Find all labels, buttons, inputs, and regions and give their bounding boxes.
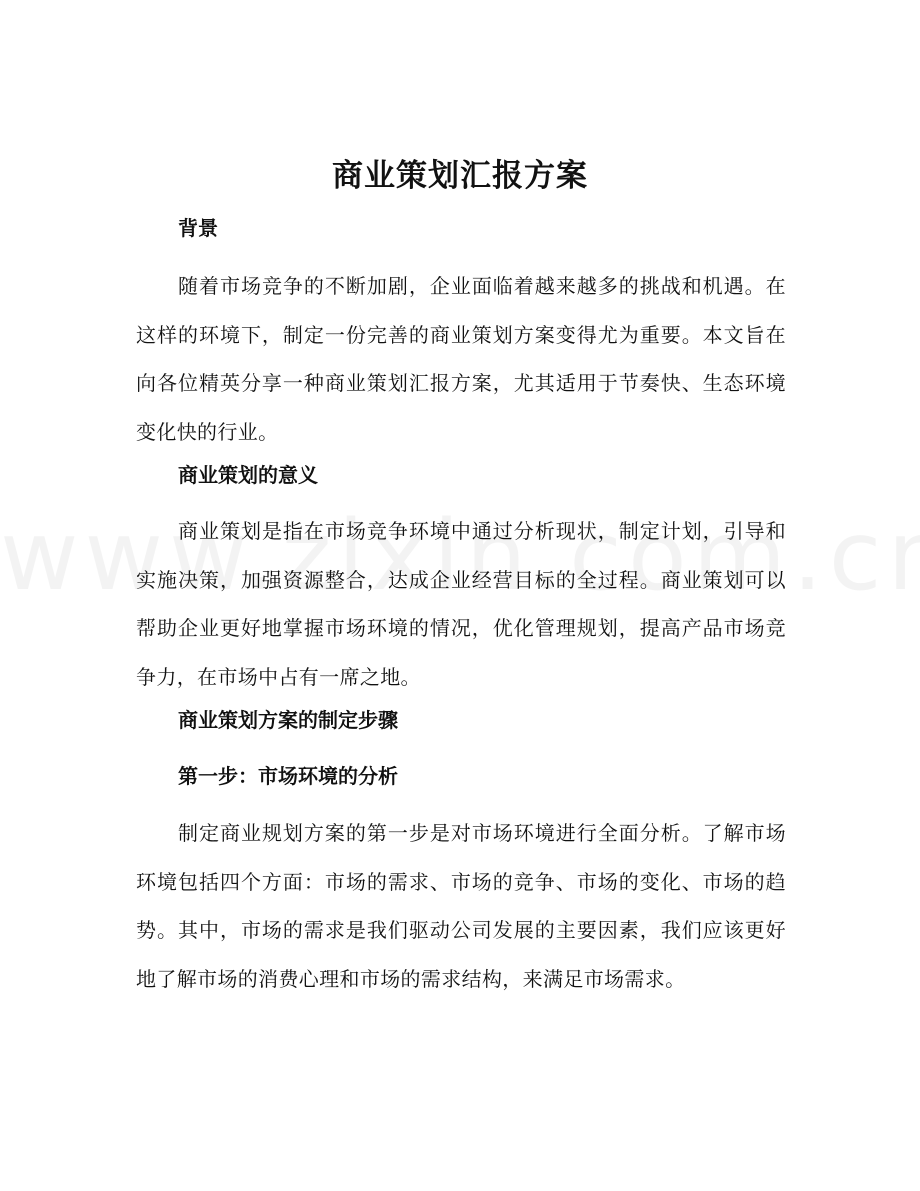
document-title: 商业策划汇报方案 [332, 158, 588, 194]
section-paragraph-background: 随着市场竞争的不断加剧，企业面临着越来越多的挑战和机遇。在这样的环境下，制定一份完善的商业策划方案变得尤为重要。本文旨在向各位精英分享一种商业策划汇报方案，尤其适用于节奏快、生态环境变化快的行业。 [136, 274, 786, 444]
section-paragraph-step-one: 制定商业规划方案的第一步是对市场环境进行全面分析。了解市场环境包括四个方面：市场的需求、市场的竞争、市场的变化、市场的趋势。其中，市场的需求是我们驱动公司发展的主要因素，我们应该更好地了解市场的消费心理和市场的需求结构，来满足市场需求。 [136, 821, 786, 991]
section-heading-step-one: 第一步：市场环境的分析 [178, 764, 398, 788]
section-heading-background: 背景 [178, 216, 218, 240]
section-paragraph-significance: 商业策划是指在市场竞争环境中通过分析现状，制定计划，引导和实施决策，加强资源整合，达成企业经营目标的全过程。商业策划可以帮助企业更好地掌握市场环境的情况，优化管理规划，提高产品市场竞争力，在市场中占有一席之地。 [136, 519, 786, 689]
section-heading-significance: 商业策划的意义 [178, 463, 318, 487]
section-heading-steps: 商业策划方案的制定步骤 [178, 708, 398, 732]
